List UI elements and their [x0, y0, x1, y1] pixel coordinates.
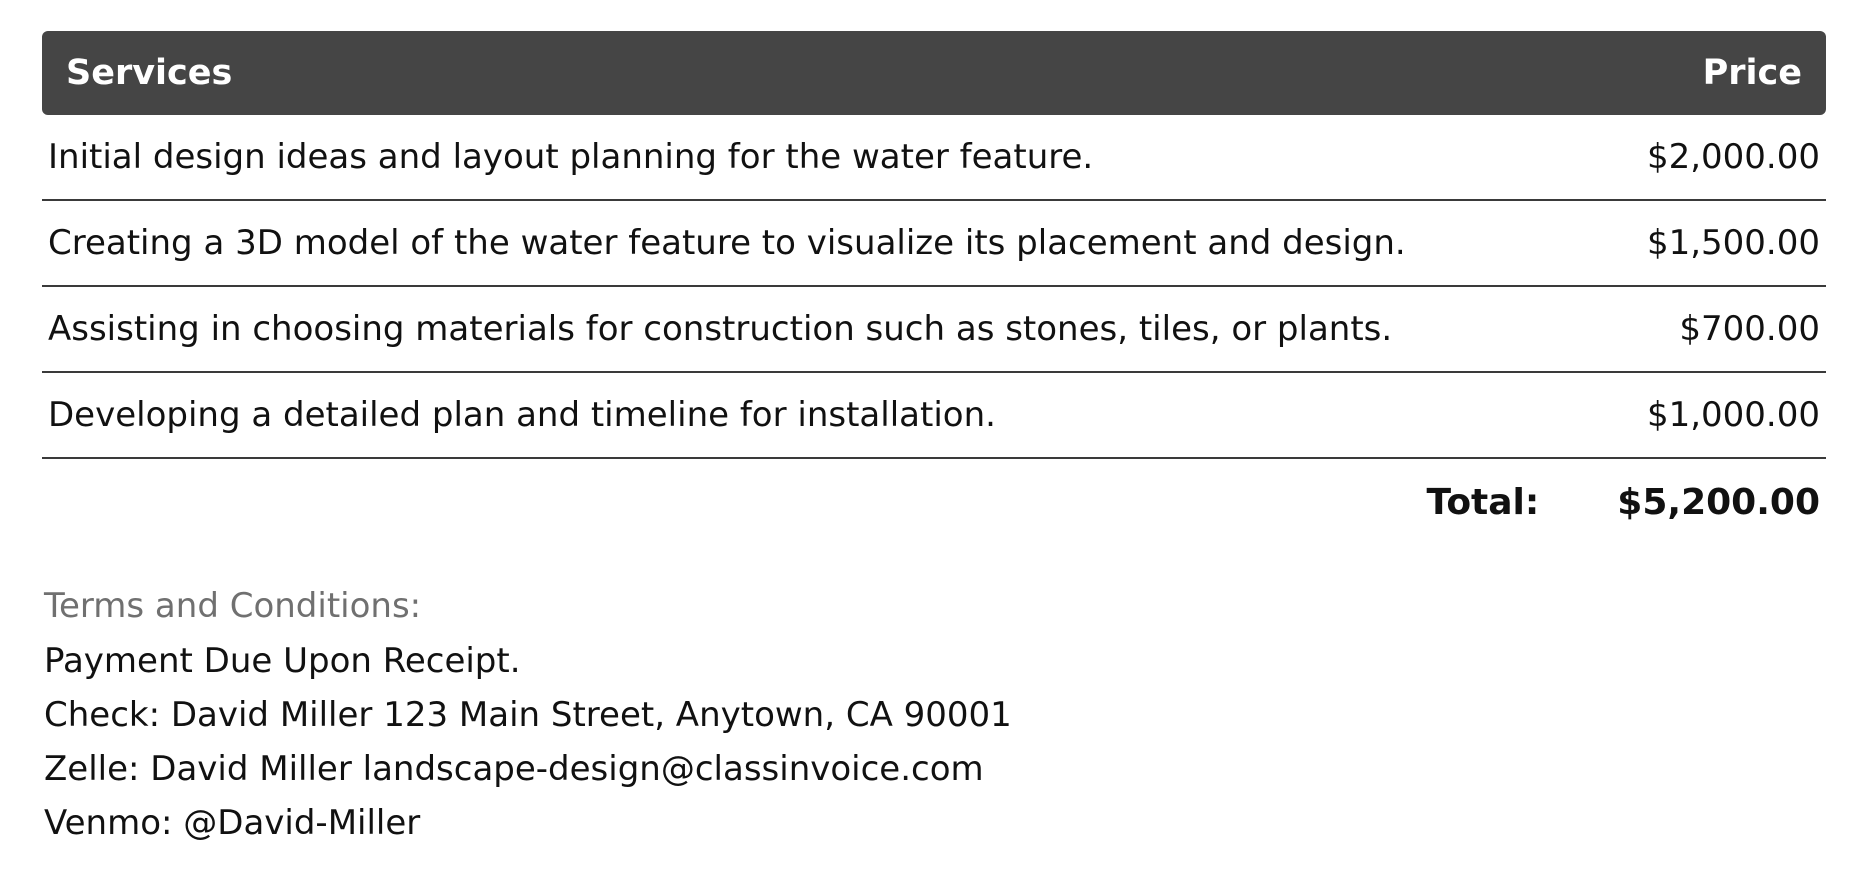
service-price: $700.00: [1679, 309, 1820, 349]
service-price: $1,500.00: [1646, 223, 1820, 263]
price-column-header: Price: [1702, 53, 1802, 93]
table-row: [42, 373, 1826, 459]
total-label: Total:: [1426, 481, 1540, 523]
terms-section: [44, 578, 1012, 850]
table-header: [42, 31, 1826, 115]
terms-payment-due: Payment Due Upon Receipt.: [44, 641, 521, 681]
service-price: $1,000.00: [1646, 395, 1820, 435]
service-price: $2,000.00: [1646, 137, 1820, 177]
service-description: Developing a detailed plan and timeline for installation.: [48, 395, 996, 435]
terms-venmo-info: Venmo: @David-Miller: [44, 803, 421, 843]
total-row: [42, 459, 1826, 545]
table-body: [42, 115, 1826, 459]
service-description: Creating a 3D model of the water feature to visualize its placement and design.: [48, 223, 1406, 263]
service-description: Assisting in choosing materials for construction such as stones, tiles, or plants.: [48, 309, 1393, 349]
services-column-header: Services: [66, 53, 233, 93]
terms-check-info: Check: David Miller 123 Main Street, Anytown, CA 90001: [44, 695, 1012, 735]
table-row: [42, 287, 1826, 373]
table-row: [42, 115, 1826, 201]
service-description: Initial design ideas and layout planning for the water feature.: [48, 137, 1094, 177]
terms-zelle-info: Zelle: David Miller landscape-design@classinvoice.com: [44, 749, 984, 789]
table-row: [42, 201, 1826, 287]
total-value: $5,200.00: [1617, 481, 1820, 523]
invoice-services-table: [42, 31, 1826, 545]
terms-title: Terms and Conditions:: [44, 586, 422, 626]
